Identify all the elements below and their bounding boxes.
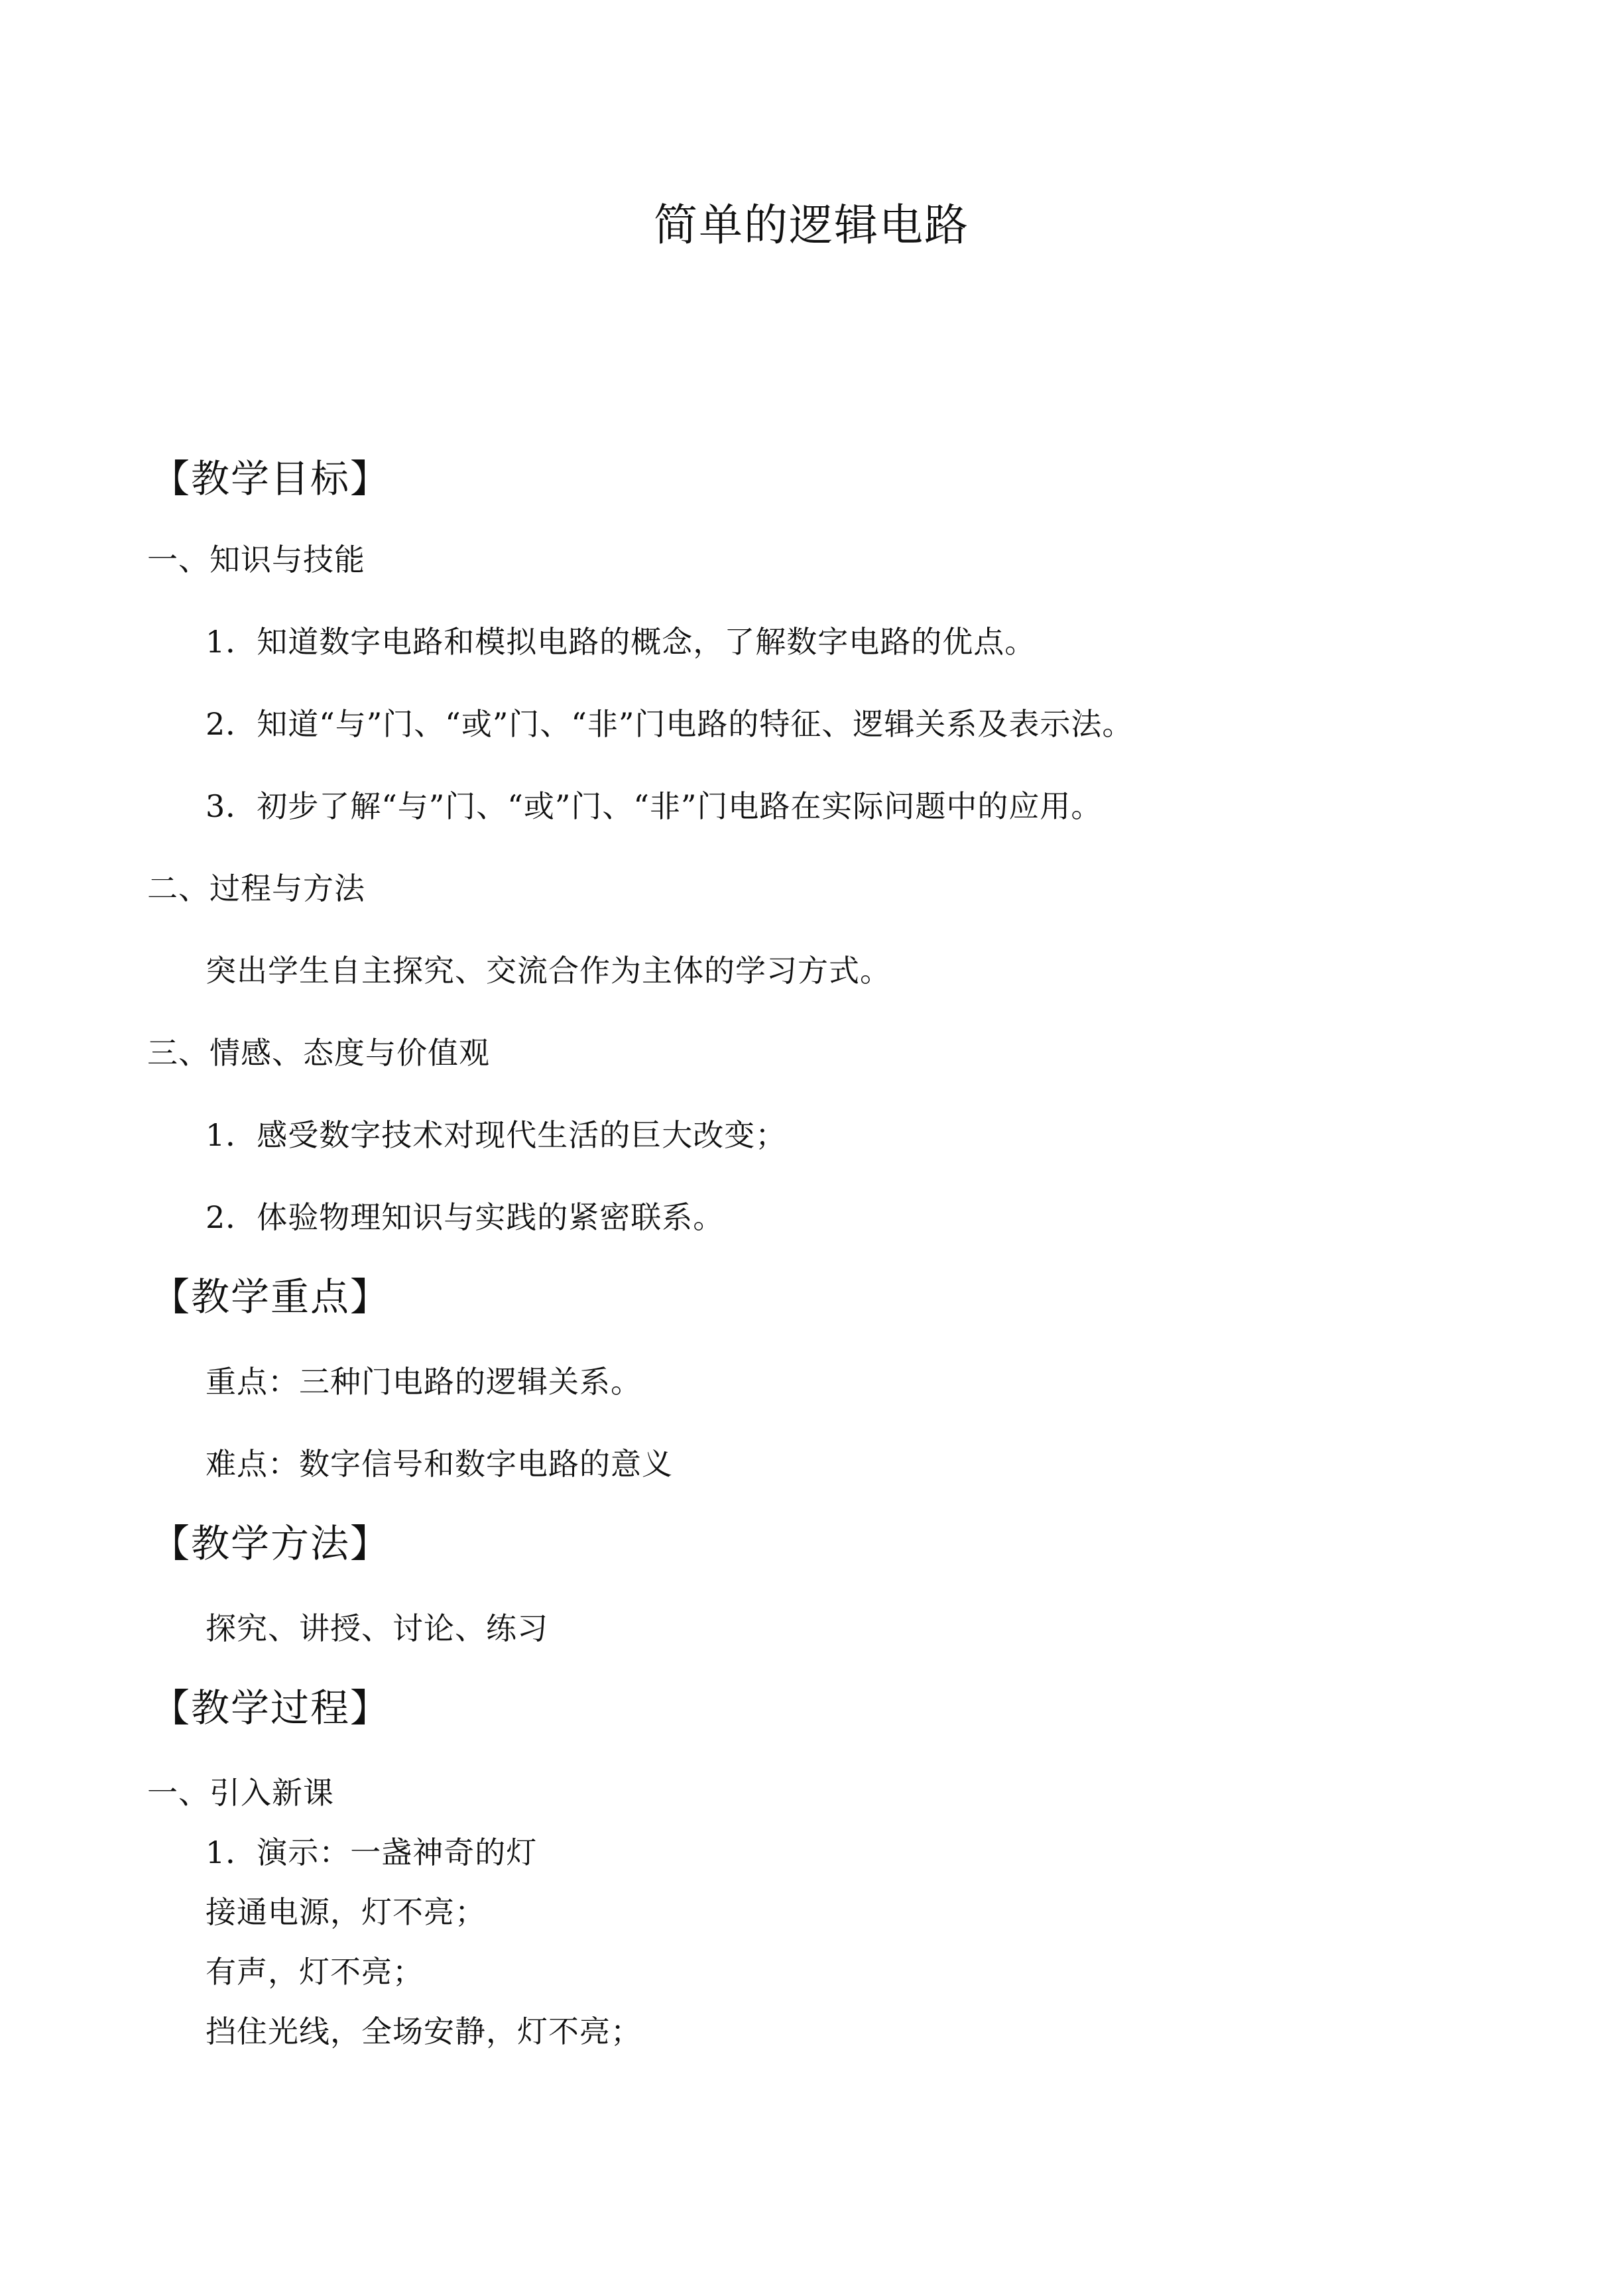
key-point-difficulty: 难点：数字信号和数字电路的意义 xyxy=(206,1446,673,1482)
key-point-focus: 重点：三种门电路的逻辑关系。 xyxy=(206,1364,642,1400)
objectives-heading: 【教学目标】 xyxy=(151,456,391,501)
methods-text: 探究、讲授、讨论、练习 xyxy=(206,1610,548,1646)
key-points-heading: 【教学重点】 xyxy=(151,1274,391,1319)
intro-label: 一、引入新课 xyxy=(147,1775,334,1811)
emotion-item: 1．感受数字技术对现代生活的巨大改变； xyxy=(206,1117,787,1153)
methods-heading: 【教学方法】 xyxy=(151,1521,391,1566)
process-method-label: 二、过程与方法 xyxy=(147,871,365,906)
procedure-line: 接通电源，灯不亮； xyxy=(206,1894,486,1930)
document-title: 简单的逻辑电路 xyxy=(654,200,969,251)
procedure-heading: 【教学过程】 xyxy=(151,1685,391,1730)
knowledge-item: 1．知道数字电路和模拟电路的概念，了解数字电路的优点。 xyxy=(206,624,1036,660)
emotion-attitude-label: 三、情感、态度与价值观 xyxy=(147,1035,490,1071)
procedure-line: 挡住光线，全场安静，灯不亮； xyxy=(206,2014,642,2049)
procedure-line: 1．演示：一盏神奇的灯 xyxy=(206,1835,538,1870)
knowledge-skills-label: 一、知识与技能 xyxy=(147,542,365,577)
emotion-item: 2．体验物理知识与实践的紧密联系。 xyxy=(206,1199,725,1235)
knowledge-item: 3．初步了解“与”门、“或”门、“非”门电路在实际问题中的应用。 xyxy=(206,788,1103,824)
knowledge-item: 2．知道“与”门、“或”门、“非”门电路的特征、逻辑关系及表示法。 xyxy=(206,706,1134,742)
process-method-text: 突出学生自主探究、交流合作为主体的学习方式。 xyxy=(206,953,891,989)
procedure-line: 有声，灯不亮； xyxy=(206,1954,424,1990)
